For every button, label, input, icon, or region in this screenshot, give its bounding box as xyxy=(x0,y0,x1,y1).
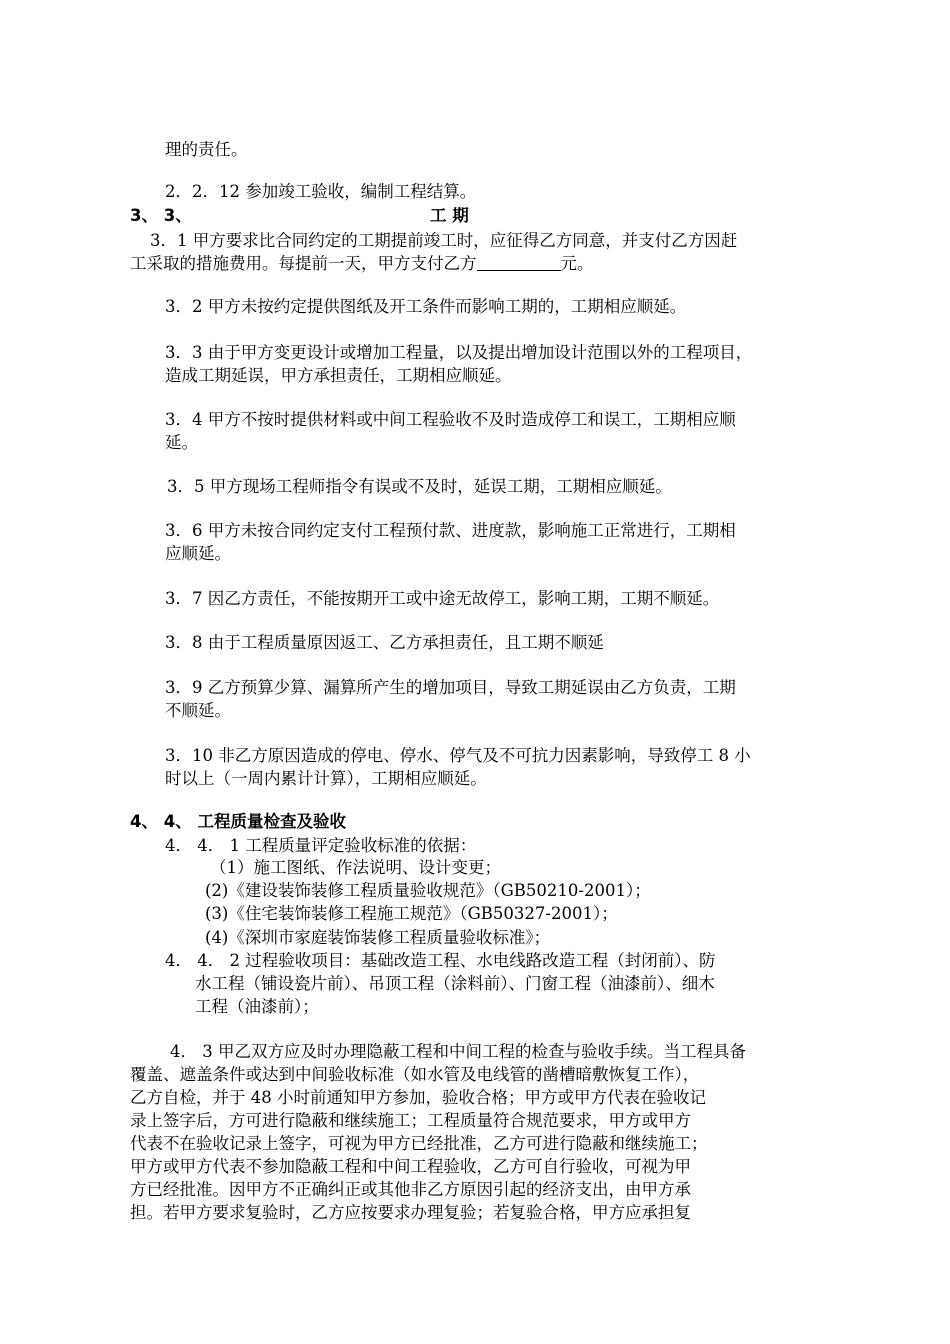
section-4-heading: 4、 4、 工程质量检查及验收 xyxy=(130,812,346,831)
text-line: 理的责任。 xyxy=(165,140,248,159)
clause-3-8: 3．8 由于工程质量原因返工、乙方承担责任，且工期不顺延 xyxy=(165,633,604,652)
currency-unit: 元。 xyxy=(560,254,594,273)
clause-3-1-cont-text: 工采取的措施费用。每提前一天，甲方支付乙方 xyxy=(130,254,477,273)
clause-4-3-cont: 乙方自检，并于 48 小时前通知甲方参加，验收合格；甲方或甲方代表在验收记 xyxy=(130,1088,706,1107)
amount-blank[interactable] xyxy=(477,254,561,271)
clause-4-3-cont: 录上签字后，方可进行隐蔽和继续施工；工程质量符合规范要求，甲方或甲方 xyxy=(130,1111,691,1130)
clause-3-6-cont: 应顺延。 xyxy=(165,544,231,563)
clause-3-4-cont: 延。 xyxy=(165,433,198,452)
clause-4-3-cont: 代表不在验收记录上签字，可视为甲方已经批准，乙方可进行隐蔽和继续施工； xyxy=(130,1134,708,1153)
clause-4-2-cont: 工程（油漆前）； xyxy=(195,997,319,1016)
clause-3-9-cont: 不顺延。 xyxy=(165,701,231,720)
clause-3-3: 3．3 由于甲方变更设计或增加工程量，以及提出增加设计范围以外的工程项目， xyxy=(165,343,753,362)
clause-3-9: 3．9 乙方预算少算、漏算所产生的增加项目，导致工期延误由乙方负责，工期 xyxy=(165,678,736,697)
clause-4-3: 4． 3 甲乙双方应及时办理隐蔽工程和中间工程的检查与验收手续。当工程具备 xyxy=(170,1042,746,1061)
clause-4-3-cont: 覆盖、遮盖条件或达到中间验收标准（如水管及电线管的凿槽暗敷恢复工作）， xyxy=(130,1065,700,1084)
clause-4-2-cont: 水工程（铺设瓷片前）、吊顶工程（涂料前）、门窗工程（油漆前）、细木 xyxy=(195,974,715,993)
clause-4-2: 4． 4． 2 过程验收项目：基础改造工程、水电线路改造工程（封闭前）、防 xyxy=(165,951,716,970)
clause-4-3-cont: 担。若甲方要求复验时，乙方应按要求办理复验；若复验合格，甲方应承担复 xyxy=(130,1203,691,1222)
basis-item-1: （1）施工图纸、作法说明、设计变更； xyxy=(210,858,501,877)
clause-3-10: 3．10 非乙方原因造成的停电、停水、停气及不可抗力因素影响，导致停工 8 小 xyxy=(165,746,751,765)
clause-3-6: 3．6 甲方未按合同约定支付工程预付款、进度款，影响施工正常进行，工期相 xyxy=(165,521,736,540)
section-3-number: 3、 3、 xyxy=(130,206,192,225)
basis-item-3: (3)《住宅装饰装修工程施工规范》（GB50327-2001）； xyxy=(205,904,618,923)
clause-3-4: 3．4 甲方不按时提供材料或中间工程验收不及时造成停工和误工，工期相应顺 xyxy=(165,410,736,429)
clause-3-10-cont: 时以上（一周内累计计算），工期相应顺延。 xyxy=(165,769,487,788)
clause-2-2-12: 2．2．12 参加竣工验收，编制工程结算。 xyxy=(165,182,477,201)
clause-3-2: 3．2 甲方未按约定提供图纸及开工条件而影响工期的，工期相应顺延。 xyxy=(165,297,687,316)
clause-4-3-cont: 方已经批准。因甲方不正确纠正或其他非乙方原因引起的经济支出，由甲方承 xyxy=(130,1180,691,1199)
clause-3-1: 3．1 甲方要求比合同约定的工期提前竣工时，应征得乙方同意，并支付乙方因赶 xyxy=(150,231,738,250)
basis-item-2: (2)《建设装饰装修工程质量验收规范》（GB50210-2001）； xyxy=(205,881,651,900)
clause-3-1-cont xyxy=(130,253,594,275)
clause-4-3-cont: 甲方或甲方代表不参加隐蔽工程和中间工程验收，乙方可自行验收，可视为甲 xyxy=(130,1157,691,1176)
clause-3-5: 3．5 甲方现场工程师指令有误或不及时，延误工期，工期相应顺延。 xyxy=(167,477,672,496)
clause-3-3-cont: 造成工期延误，甲方承担责任，工期相应顺延。 xyxy=(165,366,512,385)
clause-3-7: 3．7 因乙方责任，不能按期开工或中途无故停工，影响工期，工期不顺延。 xyxy=(165,589,720,608)
basis-item-4: (4)《深圳市家庭装饰装修工程质量验收标准》； xyxy=(205,928,551,947)
clause-4-1: 4． 4． 1 工程质量评定验收标准的依据： xyxy=(165,836,477,855)
section-3-title: 工 期 xyxy=(430,206,469,225)
